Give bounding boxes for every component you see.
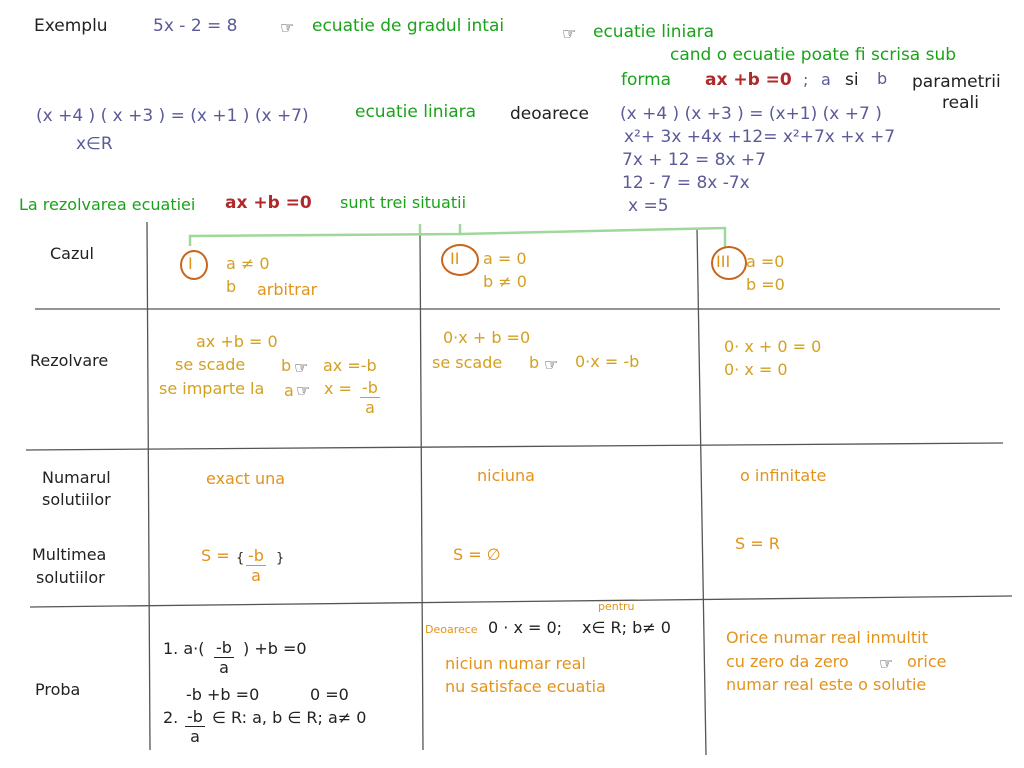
pointer-icon: ☞ xyxy=(544,355,559,374)
param-a: a xyxy=(821,70,831,89)
row-label-numarul: Numarul xyxy=(42,468,111,487)
example-domain: x∈R xyxy=(76,134,113,154)
exemplu-label: Exemplu xyxy=(34,16,108,36)
case-2-roman: II xyxy=(450,249,460,268)
case-2-rez-scade: se scade xyxy=(432,353,503,372)
step-5: x =5 xyxy=(628,196,669,216)
row-label-multimea: Multimea xyxy=(32,545,107,564)
pointer-icon: ☞ xyxy=(280,18,295,37)
fraction-denominator: a xyxy=(219,657,229,677)
case-1-rez-scade: se scade xyxy=(175,355,246,374)
case-3-rez-line2: 0· x = 0 xyxy=(724,360,788,379)
fraction-numerator: -b xyxy=(187,707,203,726)
forma-label: forma xyxy=(621,70,672,90)
separator: ; xyxy=(803,70,809,89)
step-4: 12 - 7 = 8x -7x xyxy=(622,173,750,193)
case-1-rez-fraction xyxy=(360,380,380,417)
case-1-multime-fraction xyxy=(246,548,266,585)
case-1-rez-imparte: se imparte la xyxy=(159,379,265,398)
case-1-proba-2: -b +b =0 xyxy=(186,685,260,704)
case-3-proba-text3: numar real este o solutie xyxy=(726,675,927,694)
exemplu-equation: 5x - 2 = 8 xyxy=(153,16,238,36)
case-1-proba-1b: ) +b =0 xyxy=(243,639,307,658)
case-1-proba-3a: 2. xyxy=(163,708,179,727)
case-2-rez-scade-b: b xyxy=(529,353,540,372)
case-1-proba-1a: 1. a·( xyxy=(163,639,205,658)
case-1-rez-result: ax =-b xyxy=(323,356,377,375)
fraction-numerator: -b xyxy=(362,378,378,397)
fraction-denominator: a xyxy=(365,397,375,417)
case-1-cond-b-var: b xyxy=(226,277,237,296)
intro-text: La rezolvarea ecuatiei xyxy=(19,195,196,214)
case-2-cond-a: a = 0 xyxy=(483,249,527,268)
definition-text: cand o ecuatie poate fi scrisa sub xyxy=(670,45,957,65)
example-is-linear: ecuatie liniara xyxy=(355,102,477,122)
fraction-numerator: -b xyxy=(248,546,264,565)
case-1-multime-prefix: S = xyxy=(201,546,230,565)
case-2-proba-deoarece: Deoarece xyxy=(425,623,478,636)
case-1-roman: I xyxy=(188,254,193,273)
case-1-multime-open: { xyxy=(236,551,245,566)
case-3-proba-text2b: orice xyxy=(907,652,947,671)
case-2-proba-eq: 0 · x = 0; xyxy=(488,618,563,637)
step-1: (x +4 ) (x +3 ) = (x+1) (x +7 ) xyxy=(620,104,882,124)
case-3-cond-b: b =0 xyxy=(746,275,785,294)
case-1-multime-close: } xyxy=(276,551,285,566)
example-equation: (x +4 ) ( x +3 ) = (x +1 ) (x +7) xyxy=(36,106,309,126)
reali-text: reali xyxy=(942,93,979,113)
case-2-cond-b: b ≠ 0 xyxy=(483,272,527,291)
case-3-rez-line1: 0· x + 0 = 0 xyxy=(724,337,822,356)
case-3-multime: S = R xyxy=(735,534,780,553)
case-1-rez-scade-b: b xyxy=(281,356,292,375)
case-1-rez-x: x = xyxy=(324,379,352,398)
case-2-proba-cond: x∈ R; b≠ 0 xyxy=(582,618,671,637)
case-1-cond-a: a ≠ 0 xyxy=(226,254,270,273)
pointer-icon: ☞ xyxy=(562,24,577,43)
fraction-denominator: a xyxy=(251,565,261,585)
case-2-num-solutii: niciuna xyxy=(477,466,535,485)
row-label-cazul: Cazul xyxy=(50,244,94,263)
case-2-proba-text1: niciun numar real xyxy=(445,654,586,673)
step-3: 7x + 12 = 8x +7 xyxy=(622,150,766,170)
case-1-rez-line1: ax +b = 0 xyxy=(196,332,278,351)
case-3-cond-a: a =0 xyxy=(746,252,785,271)
case-1-proba-fraction xyxy=(214,640,234,677)
fraction-denominator: a xyxy=(190,726,200,746)
pointer-icon: ☞ xyxy=(296,381,311,400)
case-3-proba-text1: Orice numar real inmultit xyxy=(726,628,928,647)
case-1-rez-imparte-a: a xyxy=(284,381,294,400)
row-label-proba: Proba xyxy=(35,680,81,699)
step-2: x²+ 3x +4x +12= x²+7x +x +7 xyxy=(624,127,896,147)
parametrii-text: parametrii xyxy=(912,72,1001,92)
case-2-proba-text2: nu satisface ecuatia xyxy=(445,677,606,696)
liniara-text: ecuatie liniara xyxy=(593,22,715,42)
case-1-proba-2b: 0 =0 xyxy=(310,685,349,704)
grad-intai-text: ecuatie de gradul intai xyxy=(312,16,505,36)
case-2-rez-result: 0·x = -b xyxy=(575,352,640,371)
row-label-rezolvare: Rezolvare xyxy=(30,351,109,370)
case-2-rez-line1: 0·x + b =0 xyxy=(443,328,531,347)
pointer-icon: ☞ xyxy=(879,654,894,673)
case-2-ring xyxy=(441,244,479,276)
case-2-multime: S = ∅ xyxy=(453,545,501,564)
case-1-proba-3-fraction xyxy=(185,709,205,746)
param-b: b xyxy=(877,69,888,88)
row-label-multimea-2: solutiilor xyxy=(36,568,105,587)
case-1-num-solutii: exact una xyxy=(206,469,286,488)
forma-equation: ax +b =0 xyxy=(705,70,792,90)
case-1-proba-3b: ∈ R: a, b ∈ R; a≠ 0 xyxy=(212,708,367,727)
deoarece-text: deoarece xyxy=(510,104,589,124)
intro-equation: ax +b =0 xyxy=(225,193,312,213)
pointer-icon: ☞ xyxy=(294,358,309,377)
case-3-proba-text2: cu zero da zero xyxy=(726,652,849,671)
fraction-numerator: -b xyxy=(216,638,232,657)
case-3-num-solutii: o infinitate xyxy=(740,466,827,485)
row-label-numarul-2: solutiilor xyxy=(42,490,111,509)
intro-situatii: sunt trei situatii xyxy=(340,193,467,212)
case-2-proba-pentru: pentru xyxy=(598,600,635,613)
case-1-cond-b-text: arbitrar xyxy=(257,280,318,299)
case-1-ring xyxy=(180,250,208,280)
si-text: si xyxy=(845,70,859,90)
case-3-roman: III xyxy=(716,252,731,271)
